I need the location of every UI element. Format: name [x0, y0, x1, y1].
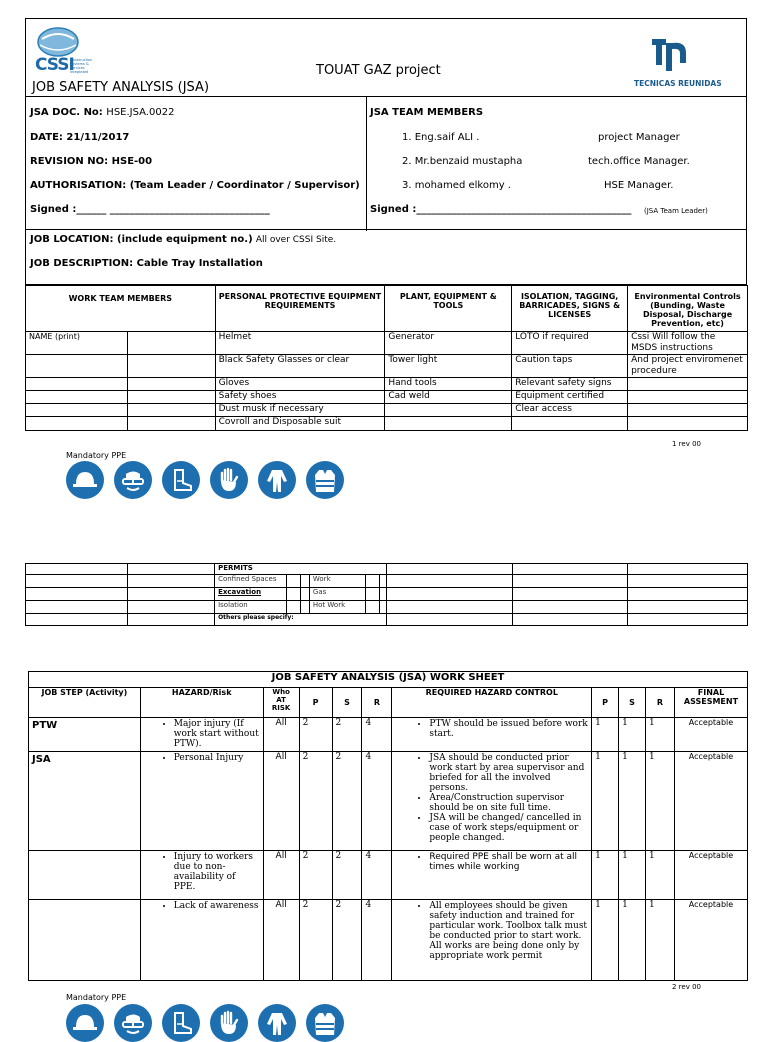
job-location-section — [25, 230, 747, 285]
job-location-value: All over CSSI Site. — [255, 235, 337, 245]
job-description-line — [30, 258, 263, 269]
p-cell: 2 — [299, 752, 332, 851]
hazard-control-item: • PTW should be issued before work start. — [429, 719, 588, 739]
hazard-item: • Injury to workers due to non-availability of PPE. — [174, 852, 260, 892]
r2-cell: 1 — [646, 752, 675, 851]
permits-title: PERMITS — [215, 564, 387, 575]
s-cell: 2 — [332, 752, 362, 851]
hazard-cell — [140, 851, 263, 900]
p2-cell: 1 — [592, 851, 619, 900]
environment-item: Cssi Will follow the MSDS instructions — [628, 332, 748, 355]
isolation-item: Equipment certified — [512, 391, 628, 404]
environment-header: Environmental Controls (Bunding, Waste Disposal, Discharge Prevention, etc) — [628, 286, 748, 332]
job-step-cell: JSA — [29, 752, 141, 851]
team-member-2-name: 2. Mr.benzaid mustapha — [402, 156, 523, 167]
final-assessment-cell: Acceptable — [674, 900, 747, 981]
permit-checkbox[interactable] — [286, 601, 300, 614]
mandatory-ppe-label-2: Mandatory PPE — [66, 993, 127, 1002]
col-hazard: HAZARD/Risk — [140, 688, 263, 718]
hazard-cell — [140, 718, 263, 752]
cssi-logo-text: CSSI — [35, 55, 74, 75]
worksheet-row — [29, 718, 748, 752]
tool-item — [385, 404, 512, 417]
hard-hat-icon — [66, 461, 104, 499]
job-description-value: Cable Tray Installation — [136, 258, 263, 269]
permit-isolation: Isolation — [215, 601, 287, 614]
requirements-row — [26, 355, 748, 378]
r2-cell: 1 — [646, 718, 675, 752]
permits-table — [25, 563, 748, 626]
s2-cell: 1 — [619, 718, 646, 752]
tool-item: Tower light — [385, 355, 512, 378]
requirements-row — [26, 417, 748, 431]
team-member-2-role: tech.office Manager. — [588, 156, 690, 167]
worksheet-row — [29, 900, 748, 981]
environment-item — [628, 417, 748, 431]
job-location-label: JOB LOCATION: (include equipment no.) — [30, 234, 253, 245]
who-at-risk-cell: All — [263, 718, 299, 752]
ppe-item: Dust musk if necessary — [215, 404, 385, 417]
p-cell: 2 — [299, 851, 332, 900]
page-note-2: 2 rev 00 — [672, 983, 701, 991]
tool-item: Hand tools — [385, 378, 512, 391]
ppe-item: Helmet — [215, 332, 385, 355]
signed-left-line: Signed :______ ________________________________ — [30, 204, 270, 215]
team-members-title: JSA TEAM MEMBERS — [370, 107, 484, 118]
job-step-cell — [29, 900, 141, 981]
hazard-cell — [140, 752, 263, 851]
final-assessment-cell: Acceptable — [674, 851, 747, 900]
permits-others: Others please specify: — [215, 614, 387, 626]
permit-checkbox[interactable] — [365, 575, 379, 588]
hazard-control-cell — [392, 851, 592, 900]
requirements-row — [26, 391, 748, 404]
coverall-icon — [258, 461, 296, 499]
permit-gas: Gas — [309, 588, 365, 601]
who-at-risk-cell: All — [263, 752, 299, 851]
s-cell: 2 — [332, 900, 362, 981]
hazard-control-cell — [392, 752, 592, 851]
ppe-item: Black Safety Glasses or clear — [215, 355, 385, 378]
permit-checkbox[interactable] — [286, 575, 300, 588]
who-at-risk-cell: All — [263, 900, 299, 981]
hazard-control-item: • JSA should be conducted prior work start by area supervisor and briefed for all the involved persons. — [429, 753, 588, 793]
doc-no-line — [30, 107, 174, 118]
glove-icon — [210, 461, 248, 499]
safety-boot-icon — [162, 461, 200, 499]
coverall-icon — [258, 1004, 296, 1042]
permit-excavation: Excavation — [215, 588, 287, 601]
goggles-icon — [114, 1004, 152, 1042]
goggles-icon — [114, 461, 152, 499]
requirements-row — [26, 332, 748, 355]
col-r2: R — [646, 688, 675, 718]
document-header — [25, 18, 747, 98]
team-member-1-role: project Manager — [598, 132, 680, 143]
team-member-3-name: 3. mohamed elkomy . — [402, 180, 511, 191]
ppe-item: Covroll and Disposable suit — [215, 417, 385, 431]
date-line: DATE: 21/11/2017 — [30, 132, 130, 143]
r2-cell: 1 — [646, 900, 675, 981]
isolation-header: ISOLATION, TAGGING, BARRICADES, SIGNS & LICENSES — [512, 286, 628, 332]
final-assessment-cell: Acceptable — [674, 752, 747, 851]
requirements-table — [25, 285, 748, 431]
permit-checkbox[interactable] — [365, 588, 379, 601]
worksheet-title: JOB SAFETY ANALYSIS (JSA) WORK SHEET — [29, 672, 748, 688]
col-s: S — [332, 688, 362, 718]
s2-cell: 1 — [619, 900, 646, 981]
page-note-1: 1 rev 00 — [672, 440, 701, 448]
s2-cell: 1 — [619, 752, 646, 851]
mandatory-ppe-label: Mandatory PPE — [66, 451, 127, 460]
worksheet-row — [29, 752, 748, 851]
job-step-cell: PTW — [29, 718, 141, 752]
tool-item — [385, 417, 512, 431]
team-member-1-name: 1. Eng.saif ALI . — [402, 132, 480, 143]
tool-item: Generator — [385, 332, 512, 355]
requirements-cell — [127, 332, 215, 355]
final-assessment-cell: Acceptable — [674, 718, 747, 752]
s-cell: 2 — [332, 851, 362, 900]
col-p: P — [299, 688, 332, 718]
revision-line: REVISION NO: HSE-00 — [30, 156, 153, 167]
hazard-cell — [140, 900, 263, 981]
work-team-header: WORK TEAM MEMBERS — [26, 286, 216, 332]
p2-cell: 1 — [592, 900, 619, 981]
r-cell: 4 — [362, 900, 392, 981]
environment-item: And project enviromenet procedure — [628, 355, 748, 378]
worksheet-row — [29, 851, 748, 900]
permit-hot-work: Hot Work — [309, 601, 365, 614]
cssi-logo-tagline: Construction Systems & Services Integrated — [70, 58, 93, 74]
who-at-risk-cell: All — [263, 851, 299, 900]
r-cell: 4 — [362, 851, 392, 900]
environment-item — [628, 378, 748, 391]
hazard-control-cell — [392, 900, 592, 981]
tecnicas-reunidas-text: TECNICAS REUNIDAS — [634, 79, 722, 88]
signed-right-note: (JSA Team Leader) — [644, 207, 708, 215]
s-cell: 2 — [332, 718, 362, 752]
doc-no-value: HSE.JSA.0022 — [106, 107, 175, 118]
project-title: TOUAT GAZ project — [316, 63, 441, 78]
p2-cell: 1 — [592, 752, 619, 851]
worksheet-header-row — [29, 688, 748, 718]
hazard-item: • Personal Injury — [174, 753, 260, 763]
col-r: R — [362, 688, 392, 718]
hazard-item: • Lack of awareness — [174, 901, 260, 911]
hazard-item: • Major injury (If work start without PTW). — [174, 719, 260, 749]
col-final-assessment: FINAL ASSESMENT — [674, 688, 747, 718]
hi-vis-vest-icon — [306, 1004, 344, 1042]
permit-checkbox[interactable] — [286, 588, 300, 601]
job-description-label: JOB DESCRIPTION: — [30, 258, 134, 269]
hard-hat-icon — [66, 1004, 104, 1042]
isolation-item — [512, 417, 628, 431]
isolation-item: Relevant safety signs — [512, 378, 628, 391]
col-who-at-risk: Who AT RISK — [263, 688, 299, 718]
ppe-header: PERSONAL PROTECTIVE EQUIPMENT REQUIREMENTS — [215, 286, 385, 332]
hi-vis-vest-icon — [306, 461, 344, 499]
authorisation-line: AUTHORISATION: (Team Leader / Coordinator / Supervisor) — [30, 180, 360, 191]
permit-confined-spaces: Confined Spaces — [215, 575, 287, 588]
job-location-line — [30, 234, 336, 245]
environment-item — [628, 404, 748, 417]
hazard-control-item: • All employees should be given safety induction and trained for particular work. Toolbox talk must be conducted prior to start work. All works are being done only by appropriate work permit — [429, 901, 588, 961]
tools-header: PLANT, EQUIPMENT & TOOLS — [385, 286, 512, 332]
r2-cell: 1 — [646, 851, 675, 900]
environment-item — [628, 391, 748, 404]
signed-right-line: Signed :___________________________________________ — [370, 204, 632, 215]
permit-work: Work — [309, 575, 365, 588]
r-cell: 4 — [362, 718, 392, 752]
requirements-row — [26, 404, 748, 417]
requirements-row — [26, 378, 748, 391]
hazard-control-item: • Required PPE shall be worn at all times while working — [429, 852, 588, 872]
hazard-control-item: • Area/Construction supervisor should be on site full time. — [429, 793, 588, 813]
jsa-info-section — [25, 96, 747, 230]
team-member-3-role: HSE Manager. — [604, 180, 674, 191]
col-s2: S — [619, 688, 646, 718]
r-cell: 4 — [362, 752, 392, 851]
s2-cell: 1 — [619, 851, 646, 900]
job-step-cell — [29, 851, 141, 900]
hazard-control-cell — [392, 718, 592, 752]
p2-cell: 1 — [592, 718, 619, 752]
isolation-item: LOTO if required — [512, 332, 628, 355]
safety-boot-icon — [162, 1004, 200, 1042]
ppe-item: Gloves — [215, 378, 385, 391]
glove-icon — [210, 1004, 248, 1042]
cssi-logo — [34, 25, 94, 77]
tecnicas-reunidas-logo — [626, 33, 736, 93]
tool-item: Cad weld — [385, 391, 512, 404]
document-title: JOB SAFETY ANALYSIS (JSA) — [32, 80, 210, 95]
permit-checkbox[interactable] — [365, 601, 379, 614]
isolation-item: Caution taps — [512, 355, 628, 378]
requirements-header-row — [26, 286, 748, 332]
col-job-step: JOB STEP (Activity) — [29, 688, 141, 718]
doc-no-label: JSA DOC. No: — [30, 107, 103, 118]
name-print-label: NAME (print) — [26, 332, 128, 355]
p-cell: 2 — [299, 900, 332, 981]
col-p2: P — [592, 688, 619, 718]
isolation-item: Clear access — [512, 404, 628, 417]
ppe-item: Safety shoes — [215, 391, 385, 404]
p-cell: 2 — [299, 718, 332, 752]
col-hazard-control: REQUIRED HAZARD CONTROL — [392, 688, 592, 718]
hazard-control-item: • JSA will be changed/ cancelled in case of work steps/equipment or people changed. — [429, 813, 588, 843]
jsa-worksheet-table — [28, 671, 748, 981]
